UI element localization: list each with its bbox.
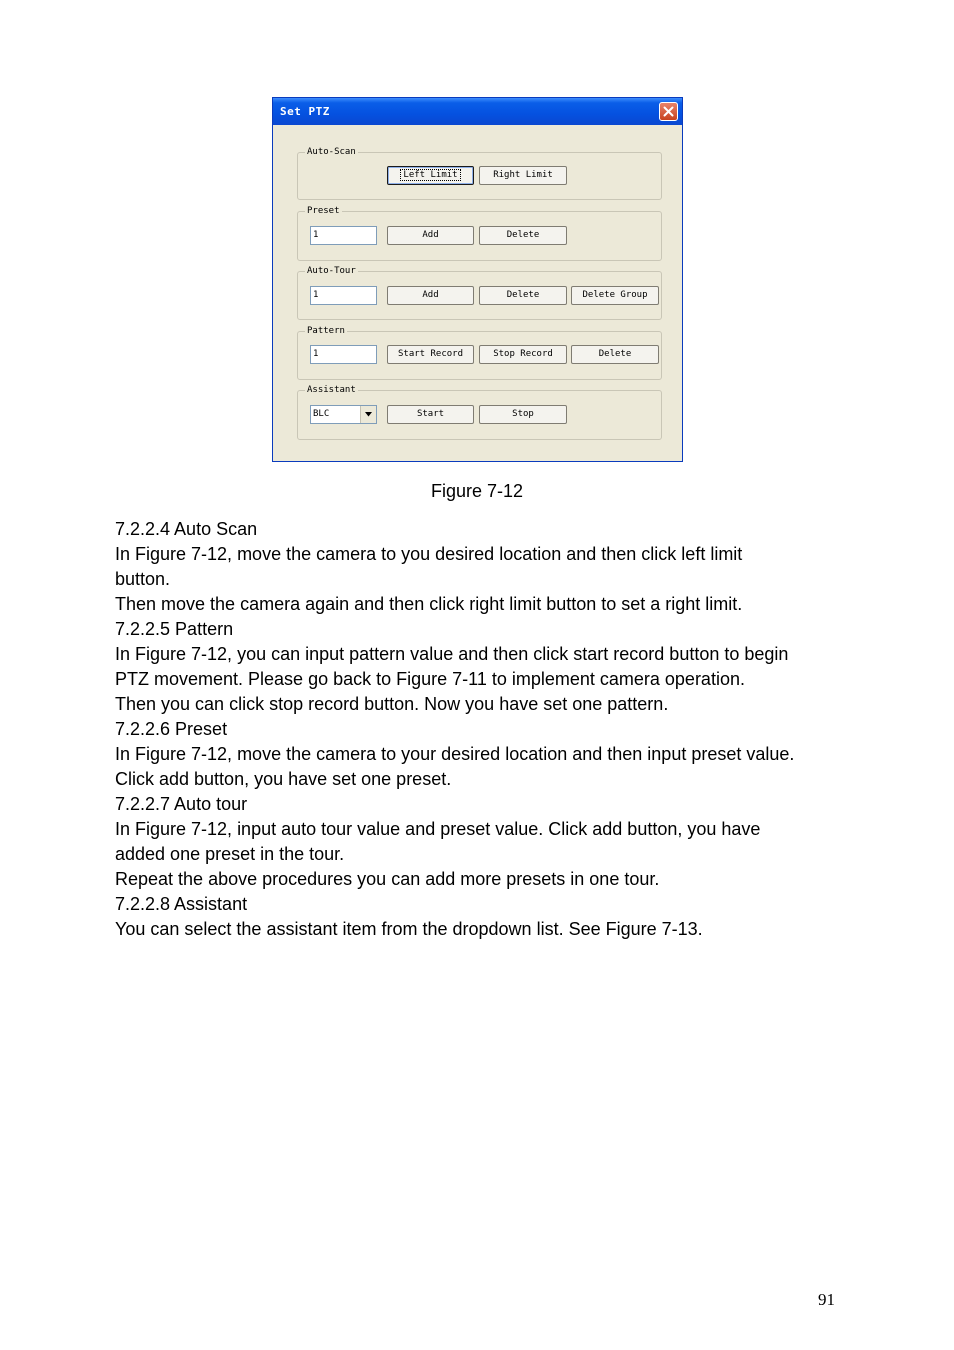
- section-heading: 7.2.2.7 Auto tour: [115, 794, 248, 814]
- paragraph-line: Repeat the above procedures you can add more presets in one tour.: [115, 869, 660, 889]
- section-heading: 7.2.2.6 Preset: [115, 719, 228, 739]
- preset-input[interactable]: 1: [310, 226, 377, 245]
- paragraph-line: You can select the assistant item from the dropdown list. See Figure 7-13.: [115, 919, 703, 939]
- auto-tour-group: [297, 266, 662, 320]
- preset-add-button[interactable]: Add: [387, 226, 474, 245]
- assistant-group: [297, 385, 662, 440]
- auto-tour-input[interactable]: 1: [310, 286, 377, 305]
- section-heading: 7.2.2.8 Assistant: [115, 894, 248, 914]
- auto-tour-delete-button[interactable]: Delete: [479, 286, 567, 305]
- auto-tour-add-button[interactable]: Add: [387, 286, 474, 305]
- paragraph-line: Click add button, you have set one preset.: [115, 769, 452, 789]
- figure-caption: Figure 7-12: [430, 481, 524, 501]
- dropdown-arrow-button[interactable]: [360, 406, 376, 423]
- preset-group: [297, 206, 662, 261]
- assistant-select-value: BLC: [313, 409, 330, 419]
- dialog-titlebar[interactable]: [273, 98, 682, 125]
- right-limit-button[interactable]: Right Limit: [479, 166, 567, 185]
- set-ptz-dialog: [272, 97, 683, 462]
- paragraph-line: PTZ movement. Please go back to Figure 7-11 to implement camera operation.: [115, 669, 745, 689]
- auto-scan-label: Auto-Scan: [307, 147, 356, 157]
- pattern-label: Pattern: [307, 326, 345, 336]
- preset-delete-button[interactable]: Delete: [479, 226, 567, 245]
- assistant-start-button[interactable]: Start: [387, 405, 474, 424]
- paragraph-line: In Figure 7-12, move the camera to you desired location and then click left limit: [115, 544, 743, 564]
- paragraph-line: In Figure 7-12, you can input pattern value and then click start record button to begin: [115, 644, 789, 664]
- left-limit-button-label: Left Limit: [403, 170, 458, 180]
- assistant-select[interactable]: [310, 405, 377, 424]
- section-heading: 7.2.2.4 Auto Scan: [115, 519, 258, 539]
- paragraph-line: In Figure 7-12, move the camera to your desired location and then input preset value.: [115, 744, 795, 764]
- paragraph-line: In Figure 7-12, input auto tour value and preset value. Click add button, you have: [115, 819, 761, 839]
- document-body: [115, 517, 855, 942]
- pattern-input[interactable]: 1: [310, 345, 377, 364]
- paragraph-line: button.: [115, 569, 171, 589]
- pattern-delete-button[interactable]: Delete: [571, 345, 659, 364]
- paragraph-line: added one preset in the tour.: [115, 844, 345, 864]
- close-icon: [663, 106, 674, 117]
- section-heading: 7.2.2.5 Pattern: [115, 619, 234, 639]
- stop-record-button[interactable]: Stop Record: [479, 345, 567, 364]
- paragraph-line: Then move the camera again and then click right limit button to set a right limit.: [115, 594, 743, 614]
- left-limit-button[interactable]: [387, 166, 474, 185]
- close-button[interactable]: [659, 102, 678, 121]
- start-record-button[interactable]: Start Record: [387, 345, 474, 364]
- auto-tour-label: Auto-Tour: [307, 266, 356, 276]
- preset-label: Preset: [307, 206, 340, 216]
- page-number: 91: [818, 1290, 835, 1309]
- paragraph-line: Then you can click stop record button. Now you have set one pattern.: [115, 694, 669, 714]
- chevron-down-icon: [365, 412, 372, 417]
- auto-scan-group: [297, 147, 662, 200]
- pattern-group: [297, 326, 662, 380]
- assistant-label: Assistant: [307, 385, 356, 395]
- dialog-title: Set PTZ: [280, 105, 330, 118]
- delete-group-button[interactable]: Delete Group: [571, 286, 659, 305]
- assistant-stop-button[interactable]: Stop: [479, 405, 567, 424]
